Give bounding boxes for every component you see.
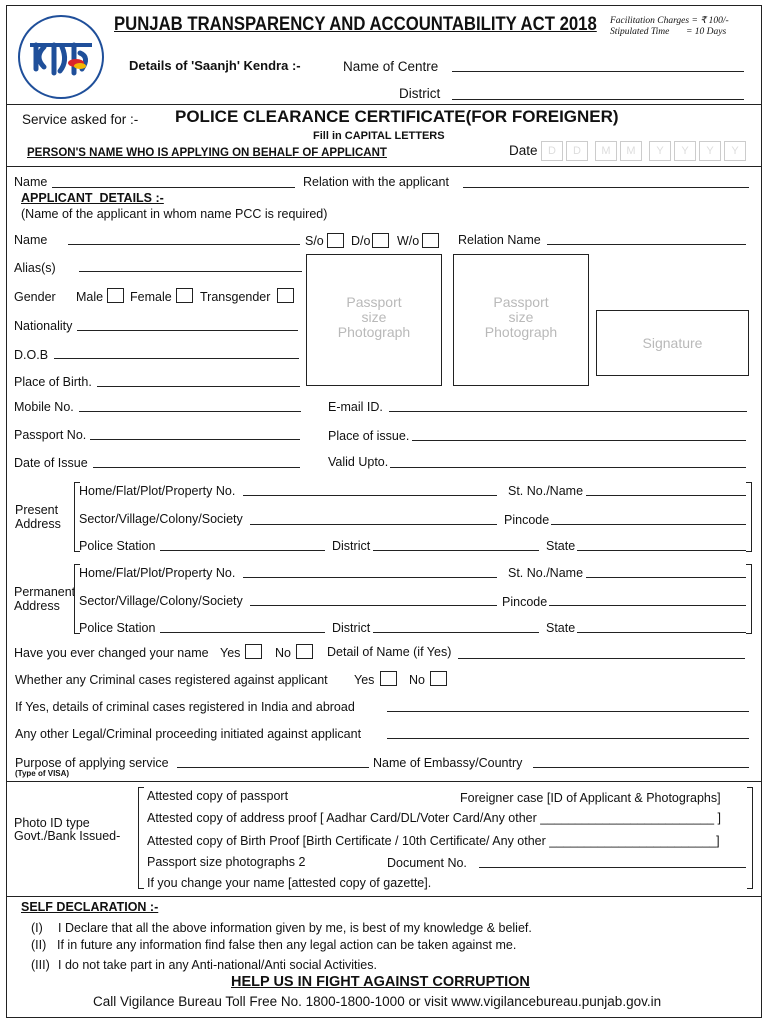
date-of-issue-field[interactable] <box>93 467 300 468</box>
applicant-name-field[interactable] <box>68 244 300 245</box>
nationality-field[interactable] <box>77 330 298 331</box>
transgender-label: Transgender <box>200 290 271 304</box>
divider <box>6 781 762 782</box>
criminal-cases-no-checkbox[interactable] <box>430 671 447 686</box>
passport-photo-box-2[interactable] <box>453 254 589 386</box>
present-street-field[interactable] <box>586 495 746 496</box>
photo-text-line: size <box>361 309 387 325</box>
present-home-label: Home/Flat/Plot/Property No. <box>79 484 236 498</box>
declaration-num: (III) <box>31 958 50 972</box>
person-applying-heading: PERSON'S NAME WHO IS APPLYING ON BEHALF OF APPLICANT <box>27 147 387 159</box>
fill-note: Fill in CAPITAL LETTERS <box>313 130 445 142</box>
permanent-police-station-field[interactable] <box>160 632 325 633</box>
purpose-label: Purpose of applying service <box>15 756 169 770</box>
permanent-state-field[interactable] <box>577 632 746 633</box>
permanent-address-bracket-right <box>746 564 752 634</box>
present-home-field[interactable] <box>243 495 497 496</box>
passport-no-label: Passport No. <box>14 428 87 442</box>
permanent-street-label: St. No./Name <box>508 566 584 580</box>
present-address-label-1: Present <box>15 503 59 517</box>
criminal-cases-yes-checkbox[interactable] <box>380 671 397 686</box>
present-police-station-field[interactable] <box>160 550 325 551</box>
place-of-birth-field[interactable] <box>97 386 300 387</box>
anti-corruption-slogan: HELP US IN FIGHT AGAINST CORRUPTION <box>231 974 530 990</box>
passport-copy-item: Attested copy of passport <box>147 789 289 803</box>
date-box-d1[interactable]: D <box>541 141 563 161</box>
declaration-text: I Declare that all the above information given by me, is best of my knowledge & belief. <box>58 921 532 935</box>
present-address-bracket-right <box>746 482 752 552</box>
male-label: Male <box>76 290 104 304</box>
embassy-label: Name of Embassy/Country <box>373 756 523 770</box>
legal-proceeding-label: Any other Legal/Criminal proceeding initiated against applicant <box>15 727 362 741</box>
email-field[interactable] <box>389 411 747 412</box>
divider <box>6 166 762 167</box>
wo-checkbox[interactable] <box>422 233 439 248</box>
date-label: Date <box>509 143 538 158</box>
present-district-field[interactable] <box>373 550 539 551</box>
divider <box>6 896 762 897</box>
service-title: POLICE CLEARANCE CERTIFICATE(FOR FOREIGNER) <box>175 107 619 126</box>
service-label: Service asked for :- <box>22 112 139 127</box>
name-changed-yes-label: Yes <box>220 646 241 660</box>
present-sector-field[interactable] <box>250 524 497 525</box>
photo-id-label-1: Photo ID type <box>14 816 90 830</box>
declaration-num: (I) <box>31 921 43 935</box>
alias-field[interactable] <box>79 271 302 272</box>
date-of-issue-label: Date of Issue <box>14 456 88 470</box>
dob-field[interactable] <box>54 358 299 359</box>
place-of-issue-label: Place of issue. <box>328 429 410 443</box>
photo-text-line: size <box>508 309 534 325</box>
transgender-checkbox[interactable] <box>277 288 294 303</box>
document-no-field[interactable] <box>479 867 746 868</box>
female-label: Female <box>130 290 172 304</box>
name-changed-no-checkbox[interactable] <box>296 644 313 659</box>
permanent-pincode-field[interactable] <box>549 605 746 606</box>
date-box-y4[interactable]: Y <box>724 141 746 161</box>
present-pincode-field[interactable] <box>551 524 746 525</box>
date-box-d2[interactable]: D <box>566 141 588 161</box>
dob-label: D.O.B <box>14 348 49 362</box>
date-box-y2[interactable]: Y <box>674 141 696 161</box>
signature-text: Signature <box>642 335 703 351</box>
male-checkbox[interactable] <box>107 288 124 303</box>
gender-label: Gender <box>14 290 56 304</box>
do-label: D/o <box>351 234 371 248</box>
relation-with-applicant-label: Relation with the applicant <box>303 175 449 189</box>
photo-id-label-2: Govt./Bank Issued- <box>14 829 121 843</box>
female-checkbox[interactable] <box>176 288 193 303</box>
criminal-cases-question: Whether any Criminal cases registered against applicant <box>15 673 328 687</box>
so-checkbox[interactable] <box>327 233 344 248</box>
permanent-district-field[interactable] <box>373 632 539 633</box>
applicant-name-label: Name <box>14 233 48 247</box>
place-of-birth-label: Place of Birth. <box>14 375 92 389</box>
name-changed-yes-checkbox[interactable] <box>245 644 262 659</box>
signature-box[interactable] <box>596 310 749 376</box>
criminal-cases-no-label: No <box>409 673 425 687</box>
purpose-field[interactable] <box>177 767 369 768</box>
permanent-sector-field[interactable] <box>250 605 497 606</box>
valid-upto-label: Valid Upto. <box>328 455 389 469</box>
declaration-text: If in future any information find false then any legal action can be taken against me. <box>57 938 517 952</box>
relation-with-applicant-field[interactable] <box>463 187 749 188</box>
stipulated-time: Stipulated Time = 10 Days <box>610 27 727 37</box>
permanent-district-label: District <box>332 621 371 635</box>
date-box-m2[interactable]: M <box>620 141 642 161</box>
permanent-home-field[interactable] <box>243 577 497 578</box>
so-label: S/o <box>305 234 324 248</box>
criminal-details-field[interactable] <box>387 711 749 712</box>
relation-name-field[interactable] <box>547 244 746 245</box>
photo-text-line: Passport <box>493 294 549 310</box>
permanent-address-label-2: Address <box>14 599 60 613</box>
photo-text-line: Passport <box>346 294 402 310</box>
detail-of-name-label: Detail of Name (if Yes) <box>327 645 452 659</box>
present-state-field[interactable] <box>577 550 746 551</box>
address-proof-item: Attested copy of address proof [ Aadhar Card/DL/Voter Card/Any other _________________________ ] <box>147 811 722 825</box>
applicant-details-heading: APPLICANT DETAILS :- <box>21 191 164 205</box>
date-box-m1[interactable]: M <box>595 141 617 161</box>
facilitation-charges: Facilitation Charges = ₹ 100/- <box>610 16 729 26</box>
present-state-label: State <box>546 539 576 553</box>
permanent-state-label: State <box>546 621 576 635</box>
birth-proof-item: Attested copy of Birth Proof [Birth Certificate / 10th Certificate/ Any other ________________________] <box>147 834 720 848</box>
date-box-y3[interactable]: Y <box>699 141 721 161</box>
documents-bracket-left <box>138 787 144 889</box>
behalf-name-field[interactable] <box>52 187 295 188</box>
legal-proceeding-field[interactable] <box>387 738 749 739</box>
relation-name-label: Relation Name <box>458 233 541 247</box>
mobile-field[interactable] <box>79 411 301 412</box>
divider <box>6 104 762 105</box>
detail-of-name-field[interactable] <box>458 658 745 659</box>
name-of-centre-field[interactable] <box>452 71 744 72</box>
name-of-centre-label: Name of Centre <box>343 59 439 74</box>
present-street-label: St. No./Name <box>508 484 584 498</box>
embassy-field[interactable] <box>533 767 749 768</box>
declaration-text: I do not take part in any Anti-national/Anti social Activities. <box>58 958 377 972</box>
type-of-visa-label: (Type of VISA) <box>15 769 70 778</box>
wo-label: W/o <box>397 234 420 248</box>
foreigner-case-item: Foreigner case [ID of Applicant & Photographs] <box>460 791 721 805</box>
gazette-item: If you change your name [attested copy of gazette]. <box>147 876 432 890</box>
act-title: PUNJAB TRANSPARENCY AND ACCOUNTABILITY ACT 2018 <box>114 14 597 35</box>
photo-text-line: Photograph <box>484 324 558 340</box>
photos-item: Passport size photographs 2 <box>147 855 306 869</box>
date-box-y1[interactable]: Y <box>649 141 671 161</box>
permanent-address-label-1: Permanent <box>14 585 76 599</box>
documents-bracket-right <box>747 787 753 889</box>
permanent-pincode-label: Pincode <box>502 595 548 609</box>
valid-upto-field[interactable] <box>390 467 746 468</box>
applicant-subheading: (Name of the applicant in whom name PCC is required) <box>21 207 328 221</box>
behalf-name-label: Name <box>14 175 48 189</box>
permanent-street-field[interactable] <box>586 577 746 578</box>
photo-text-line: Photograph <box>337 324 411 340</box>
district-label: District <box>399 86 441 101</box>
criminal-cases-yes-label: Yes <box>354 673 375 687</box>
permanent-police-station-label: Police Station <box>79 621 156 635</box>
kendra-label: Details of 'Saanjh' Kendra :- <box>129 58 301 73</box>
place-of-issue-field[interactable] <box>412 440 746 441</box>
alias-label: Alias(s) <box>14 261 56 275</box>
passport-no-field[interactable] <box>90 439 300 440</box>
present-police-station-label: Police Station <box>79 539 156 553</box>
passport-photo-box-1[interactable] <box>306 254 442 386</box>
permanent-sector-label: Sector/Village/Colony/Society <box>79 594 243 608</box>
criminal-details-label: If Yes, details of criminal cases registered in India and abroad <box>15 700 355 714</box>
nationality-label: Nationality <box>14 319 73 333</box>
mobile-label: Mobile No. <box>14 400 74 414</box>
present-address-label-2: Address <box>15 517 61 531</box>
do-checkbox[interactable] <box>372 233 389 248</box>
name-changed-no-label: No <box>275 646 291 660</box>
declaration-num: (II) <box>31 938 47 952</box>
present-district-label: District <box>332 539 371 553</box>
logo-icon <box>20 17 102 97</box>
email-label: E-mail ID. <box>328 400 383 414</box>
district-field[interactable] <box>452 99 744 100</box>
present-pincode-label: Pincode <box>504 513 550 527</box>
present-sector-label: Sector/Village/Colony/Society <box>79 512 243 526</box>
document-no-label: Document No. <box>387 856 467 870</box>
self-declaration-heading: SELF DECLARATION :- <box>21 900 159 914</box>
permanent-home-label: Home/Flat/Plot/Property No. <box>79 566 236 580</box>
name-changed-question: Have you ever changed your name <box>14 646 209 660</box>
logo <box>18 15 104 99</box>
vigilance-bureau-contact: Call Vigilance Bureau Toll Free No. 1800-1800-1000 or visit www.vigilancebureau.punjab.gov.in <box>93 994 662 1009</box>
